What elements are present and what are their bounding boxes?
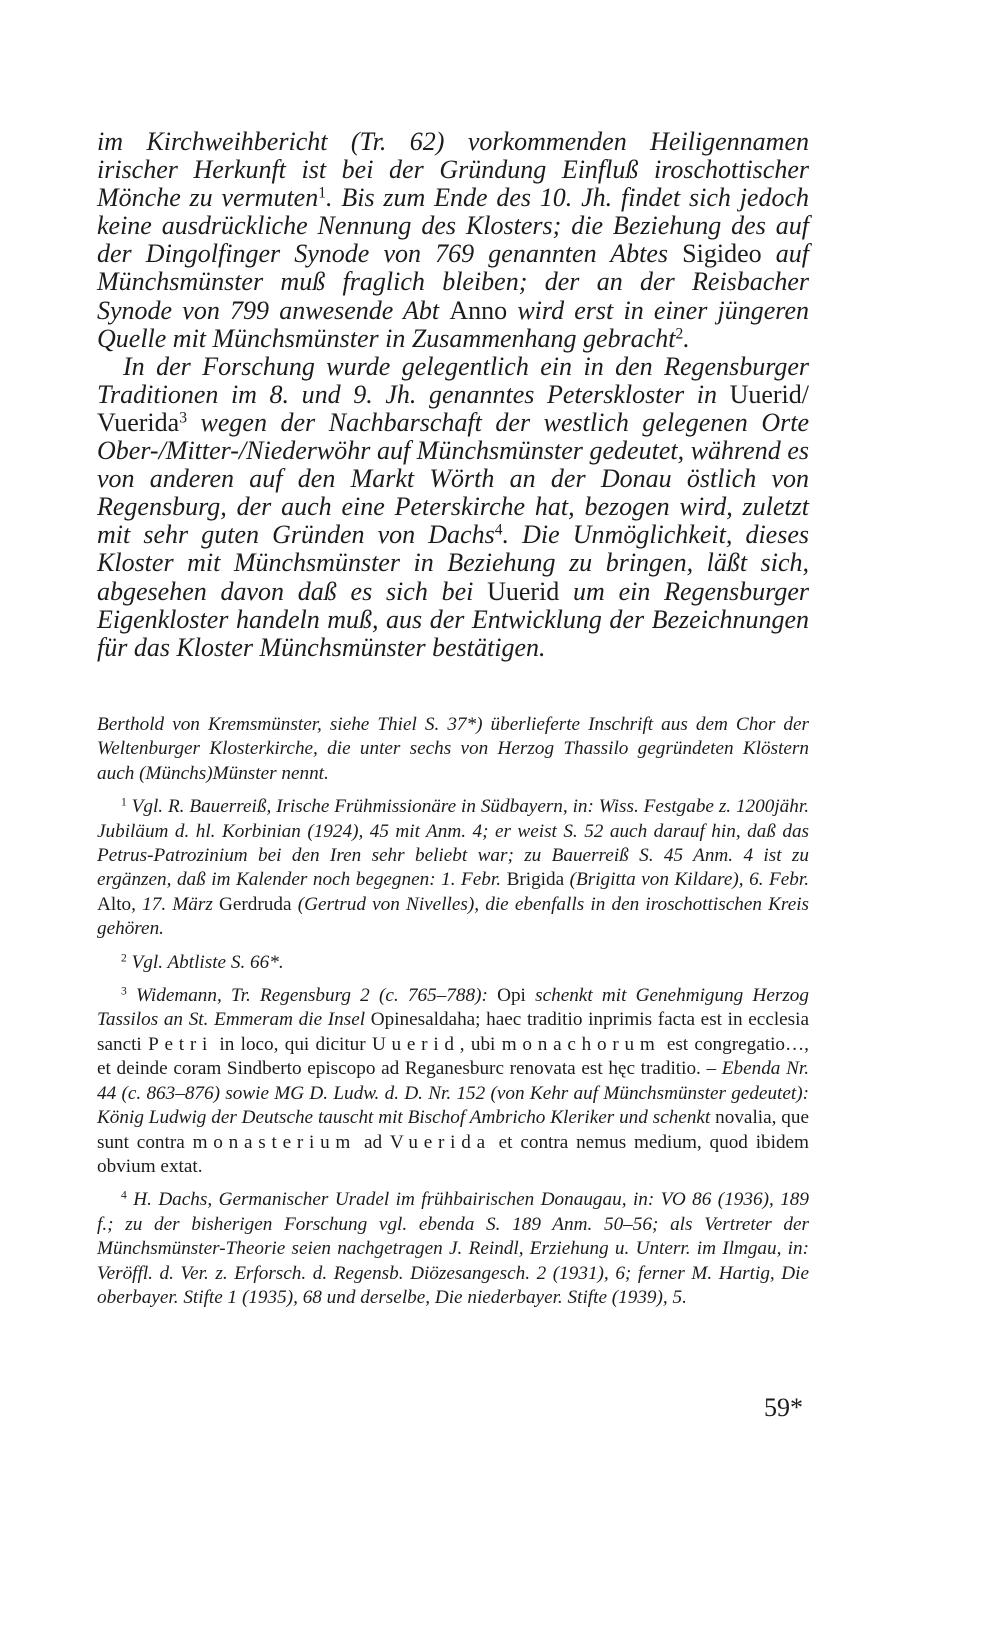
name-sigideo: Sigideo (682, 239, 762, 269)
footnote-2: $^2$ Vgl. Abtliste S. 66*. (121, 951, 284, 973)
footnote-number: 2 (121, 952, 127, 965)
footnote-ref-4: 4 (494, 521, 503, 539)
page-number: 59* (764, 1393, 803, 1422)
place-uuerid-2: Uuerid (487, 576, 560, 606)
footnote-ref-2: 2 (675, 325, 684, 343)
footnote-number: 4 (121, 1189, 127, 1202)
footnote-3: $^3$ Widemann, Tr. Regensburg 2 (c. 765–788): Opi schenkt mit Genehmigung Herzog Tassilos an St. Emmeram die Insel Opinesaldaha; haec traditio inprimis facta est in ecclesia sancti Petri in loco, qui dicitur Uuerid, ubi monachorum est congregatio…, et deinde coram Sindberto episcopo ad Reganesburc renovata est hęc traditio. – Ebenda Nr. 44 (c. 863–876) sowie MG D. Ludw. d. D. Nr. 152 (von Kehr auf Münchsmünster gedeutet): König Ludwig der Deutsche tauscht mit Bischof Ambricho Kleriker und schenkt novalia, que sunt contra monasterium ad Vuerida et contra nemus medium, quod ibidem obvium extat. (97, 985, 810, 1177)
footnote-ref-3: 3 (179, 409, 187, 427)
paragraph-2: In der Forschung wurde gelegentlich ein in den Regensburger Traditionen im 8. und 9. Jh. genanntes Peterskloster in Uuerid/ Vuerida$^3$ wegen der Nachbarschaft der westlich gelegenen Orte Ober-/Mitter-/Niederwöhr auf Münchsmünster gedeutet, während es von anderen auf den Markt Wörth an der Donau östlich von Regensburg, der auch eine Peterskirche hat, bezogen wird, zuletzt mit sehr guten Gründen von Dachs$^4$. Die Unmöglichkeit, dieses Kloster mit Münchsmünster in Beziehung zu bringen, läßt sich, abgesehen davon daß es sich bei Uuerid um ein Regensburger Eigenkloster handeln muß, aus der Entwicklung der Bezeichnungen für das Kloster Münchsmünster bestätigen. (97, 351, 809, 662)
place-uuerid: Uuerid/ Vuerida (97, 379, 809, 437)
footnote-carryover: Berthold von Kremsmünster, siehe Thiel S. 37*) überlieferte Inschrift aus dem Chor der Weltenburger Klosterkirche, die unter sechs von Herzog Thassilo gegründeten Klöstern auch (Münchs)Münster nennt. (97, 714, 809, 784)
name-anno: Anno (449, 295, 508, 325)
footnote-number: 3 (121, 985, 127, 998)
main-text (97, 128, 809, 662)
paragraph-1: im Kirchweihbericht (Tr. 62) vorkommenden Heiligennamen irischer Herkunft ist bei der Gründung Einfluß iroschottischer Mönche zu vermuten$^1$. Bis zum Ende des 10. Jh. findet sich jedoch keine ausdrückliche Nennung des Klosters; die Beziehung des auf der Dingolfinger Synode von 769 genannten Abtes Sigideo auf Münchsmünster muß fraglich bleiben; der an der Reisbacher Synode von 799 anwesende Abt Anno wird erst in einer jüngeren Quelle mit Münchsmünster in Zusammenhang gebracht$^2$. (97, 127, 809, 353)
footnote-number: 1 (121, 796, 127, 809)
footnote-4: $^4$ H. Dachs, Germanischer Uradel im frühbairischen Donaugau, in: VO 86 (1936), 189 f.; zu der bisherigen Forschung vgl. ebenda S. 189 Anm. 50–56; als Vertreter der Münchsmünster-Theorie seien nachgetragen J. Reindl, Erziehung u. Unterr. im Ilmgau, in: Veröffl. d. Ver. z. Erforsch. d. Regensb. Diözesangesch. 2 (1931), 6; ferner M. Hartig, Die oberbayer. Stifte 1 (1935), 68 und derselbe, Die niederbayer. Stifte (1939), 5. (97, 1189, 809, 1308)
footnotes (97, 713, 809, 1319)
footnote-ref-1: 1 (318, 184, 327, 202)
footnote-1: $^1$ Vgl. R. Bauerreiß, Irische Frühmissionäre in Südbayern, in: Wiss. Festgabe z. 1200jähr. Jubiläum d. hl. Korbinian (1924), 45 mit Anm. 4; er weist S. 52 auch darauf hin, daß das Petrus-Patrozinium bei den Iren sehr beliebt war; zu Bauerreiß S. 45 Anm. 4 ist zu ergänzen, daß im Kalender noch begegnen: 1. Febr. Brigida (Brigitta von Kildare), 6. Febr. Alto, 17. März Gerdruda (Gertrud von Nivelles), die ebenfalls in den iroschottischen Kreis gehören. (97, 796, 810, 940)
